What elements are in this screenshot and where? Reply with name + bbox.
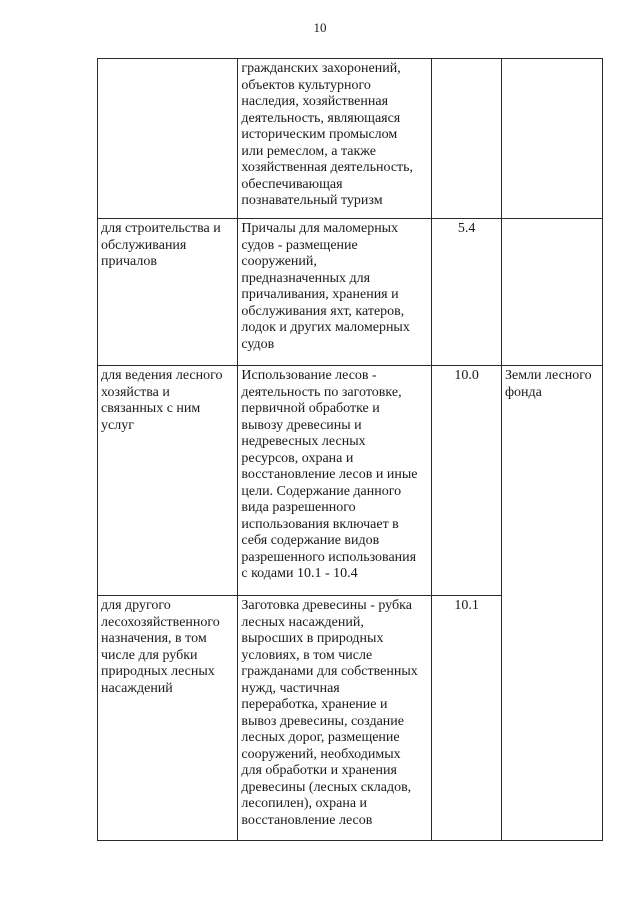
code-text: 10.1 <box>454 598 479 613</box>
land-use-table <box>97 58 603 841</box>
code-text: 5.4 <box>457 221 476 236</box>
code-cell <box>432 596 502 841</box>
category-cell <box>501 219 602 366</box>
purpose-text: для ведения лесного хозяйства и связанных с ним услуг <box>101 368 223 433</box>
purpose-cell <box>98 366 238 596</box>
description-text: Использование лесов - деятельность по заготовке, первичной обработке и вывозу древесины и недревесных лесных ресурсов, охрана и восстановление лесов и иные цели. Содержание данного вида разрешенного использования включает в себя содержание видов разрешенного использования с кодами 10.1 - 10.4 <box>241 368 418 581</box>
description-text: гражданских захоронений, объектов культурного наследия, хозяйственная деятельность, являющаяся историческим промыслом или ремеслом, а также хозяйственная деятельность, обеспечивающая познавательный туризм <box>241 61 414 208</box>
description-text: Причалы для маломерных судов - размещение сооружений, предназначенных для причаливания, хранения и обслуживания яхт, катеров, лодок и других маломерных судов <box>241 221 410 352</box>
code-cell <box>432 366 502 596</box>
code-cell <box>432 219 502 366</box>
purpose-cell <box>98 219 238 366</box>
description-text: Заготовка древесины - рубка лесных насаждений, выросших в природных условиях, в том числе гражданами для собственных нужд, частичная переработка, хранение и вывоз древесины, создание лесных дорог, размещение сооружений, необходимых для обработки и хранения древесины (лесных складов, лесопилен), охрана и восстановление лесов <box>241 598 418 828</box>
purpose-cell <box>98 596 238 841</box>
table-row <box>98 366 603 596</box>
category-cell <box>501 366 602 841</box>
table-row <box>98 59 603 219</box>
description-cell <box>238 219 432 366</box>
category-text: Земли лесного фонда <box>504 368 592 400</box>
description-cell <box>238 59 432 219</box>
purpose-cell <box>98 59 238 219</box>
code-cell <box>432 59 502 219</box>
description-cell <box>238 596 432 841</box>
page-number: 10 <box>313 20 327 35</box>
code-text: 10.0 <box>454 368 479 383</box>
purpose-text: для строительства и обслуживания причалов <box>101 221 221 269</box>
category-cell <box>501 59 602 219</box>
purpose-text: для другого лесохозяйственного назначения, в том числе для рубки природных лесных насаждений <box>101 598 220 696</box>
description-cell <box>238 366 432 596</box>
table-row <box>98 219 603 366</box>
